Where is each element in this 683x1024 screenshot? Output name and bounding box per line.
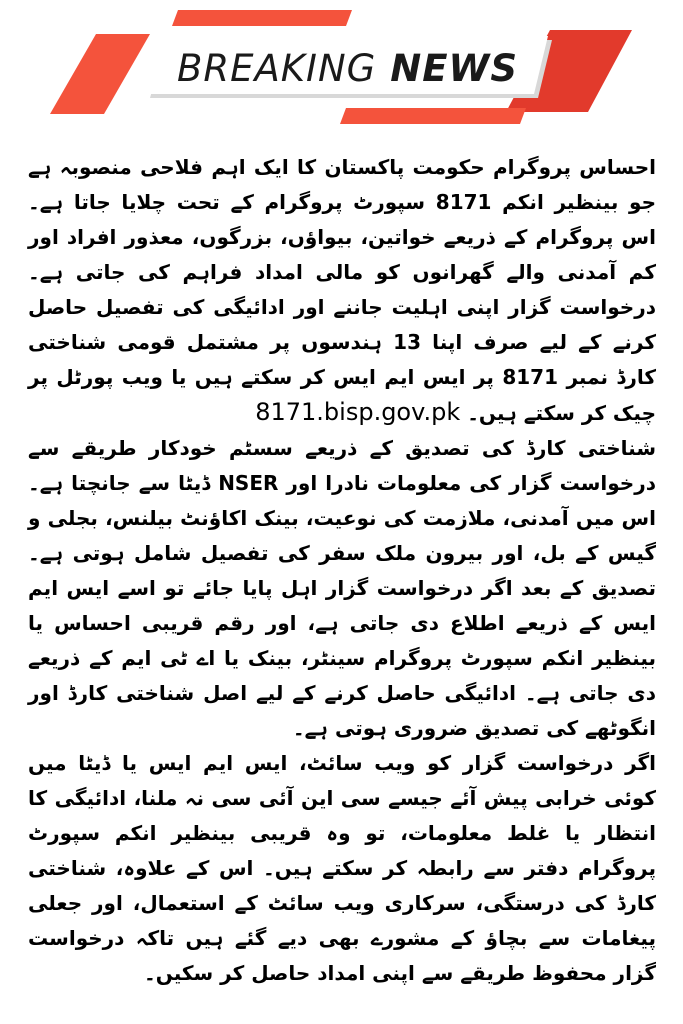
banner-bottom-stripe — [340, 108, 526, 124]
headline-word-news: NEWS — [390, 46, 518, 90]
bisp-portal-url: 8171.bisp.gov.pk — [255, 398, 461, 426]
paragraph-1-text: احساس پروگرام حکومت پاکستان کا ایک اہم فلاحی منصوبہ ہے جو بینظیر انکم 8171 سپورٹ پروگرام کے تحت چلایا جاتا ہے۔ اس پروگرام کے ذریعے خواتین، بیواؤں، بزرگوں، معذور افراد اور کم آمدنی والے گھرانوں کو مالی امداد فراہم کی جاتی ہے۔ درخواست گزار اپنی اہلیت جاننے اور ادائیگی کی تفصیل حاصل کرنے کے لیے صرف اپنا 13 ہندسوں پر مشتمل قومی شناختی کارڈ نمبر 8171 پر ایس ایم ایس کر سکتے ہیں یا ویب پورٹل پر چیک کر سکتے ہیں۔ — [28, 155, 657, 425]
breaking-news-banner — [0, 0, 683, 135]
breaking-news-headline — [155, 42, 540, 94]
article-body — [28, 150, 656, 1014]
headline-word-breaking: BREAKING — [176, 46, 377, 90]
banner-left-slab — [50, 34, 150, 114]
article-paragraph-3: اگر درخواست گزار کو ویب سائٹ، ایس ایم ایس یا ڈیٹا میں کوئی خرابی پیش آئے جیسے سی این آئی سی نہ ملنا، ادائیگی کا انتظار یا غلط معلومات، تو وہ قریبی بینظیر انکم سپورٹ پروگرام دفتر سے رابطہ کر سکتے ہیں۔ اس کے علاوہ، شناختی کارڈ کی درستگی، سرکاری ویب سائٹ کے استعمال، اور جعلی پیغامات سے بچاؤ کے مشورے بھی دیے گئے ہیں تاکہ درخواست گزار محفوظ طریقے سے اپنی امداد حاصل کر سکیں۔ — [28, 751, 656, 985]
banner-top-stripe — [172, 10, 352, 26]
article-paragraph-1 — [28, 150, 656, 431]
article-paragraph-2: شناختی کارڈ کی تصدیق کے ذریعے سسٹم خودکار طریقے سے درخواست گزار کی معلومات نادرا اور NSER ڈیٹا سے جانچتا ہے۔ اس میں آمدنی، ملازمت کی نوعیت، بینک اکاؤنٹ بیلنس، بجلی و گیس کے بل، اور بیرون ملک سفر کی تفصیل شامل ہوتی ہے۔ تصدیق کے بعد اگر درخواست گزار اہل پایا جائے تو اسے ایس ایم ایس کے ذریعے اطلاع دی جاتی ہے، اور رقم قریبی احساس یا بینظیر انکم سپورٹ پروگرام سینٹر، بینک یا اے ٹی ایم کے ذریعے دی جاتی ہے۔ ادائیگی حاصل کرنے کے لیے اصل شناختی کارڈ اور انگوٹھے کی تصدیق ضروری ہوتی ہے۔ — [28, 436, 656, 740]
